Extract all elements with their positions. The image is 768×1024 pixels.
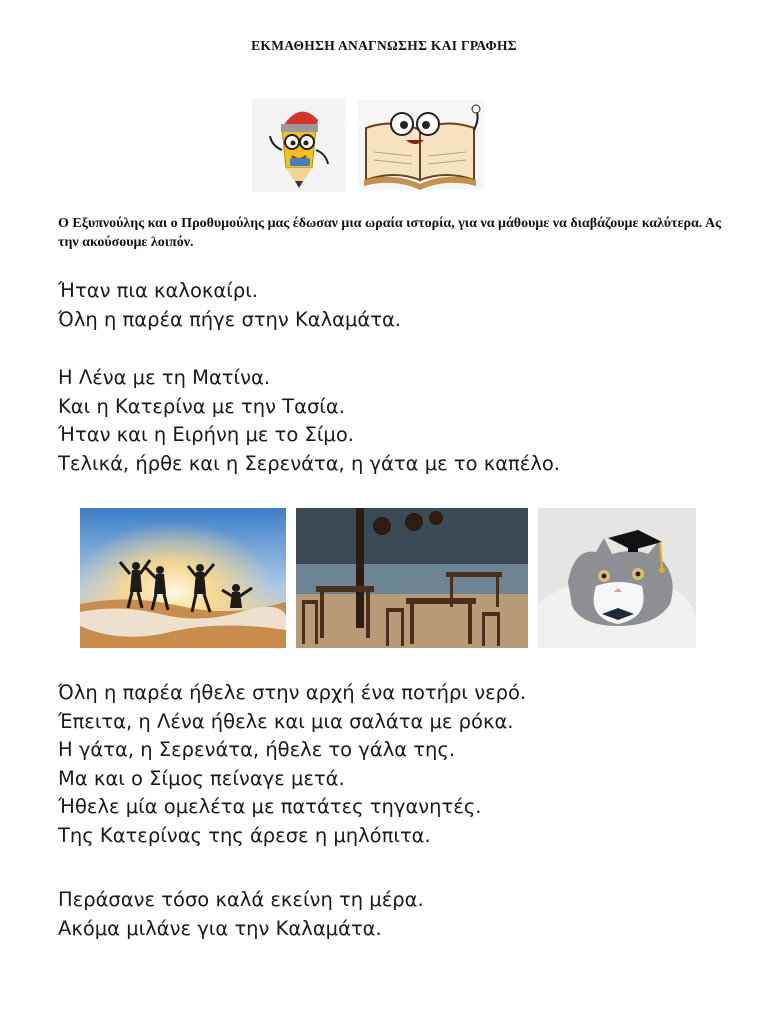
story-line: Μα και ο Σίμος πείναγε μετά. — [58, 766, 345, 790]
beach-friends-photo — [80, 508, 286, 648]
intro-paragraph: Ο Εξυπνούλης και ο Προθυμούλης μας έδωσαν μια ωραία ιστορία, για να μάθουμε να διαβάζουμε καλύτερα. Ας την ακούσουμε λοιπόν. — [58, 216, 722, 250]
story-line: Όλη η παρέα πήγε στην Καλαμάτα. — [58, 307, 402, 331]
story-line: Ήταν πια καλοκαίρι. — [58, 279, 258, 302]
story-part-2 — [58, 364, 560, 478]
story-part-3 — [58, 679, 526, 850]
photo-strip — [80, 508, 700, 650]
story-line: Και η Κατερίνα με την Τασία. — [58, 394, 345, 418]
story-line: Της Κατερίνας της άρεσε η μηλόπιτα. — [58, 823, 431, 847]
story-line: Ακόμα μιλάνε για την Καλαμάτα. — [58, 916, 382, 940]
story-line: Όλη η παρέα ήθελε στην αρχή ένα ποτήρι νερό. — [58, 681, 527, 704]
story-line: Ήταν και η Ειρήνη με το Σίμο. — [58, 423, 354, 446]
cat-with-graduation-cap-photo — [538, 508, 696, 648]
book-mascot-image — [358, 100, 484, 190]
story-part-4 — [58, 886, 424, 943]
story-line: Έπειτα, η Λένα ήθελε και μια σαλάτα με ρόκα. — [58, 709, 514, 733]
mascots — [252, 98, 488, 192]
story-line: Ήθελε μία ομελέτα με πατάτες τηγανητές. — [58, 795, 482, 818]
story-line: Περάσανε τόσο καλά εκείνη τη μέρα. — [58, 888, 424, 911]
story-line: Τελικά, ήρθε και η Σερενάτα, η γάτα με το καπέλο. — [58, 451, 561, 475]
worksheet-title: ΕΚΜΑΘΗΣΗ ΑΝΑΓΝΩΣΗΣ ΚΑΙ ΓΡΑΦΗΣ — [251, 38, 517, 53]
story-line: Η Λένα με τη Ματίνα. — [58, 366, 271, 389]
pencil-mascot-image — [252, 98, 346, 192]
story-line: Η γάτα, η Σερενάτα, ήθελε το γάλα της. — [58, 738, 456, 761]
story-part-1 — [58, 277, 401, 334]
seaside-taverna-photo — [296, 508, 528, 648]
